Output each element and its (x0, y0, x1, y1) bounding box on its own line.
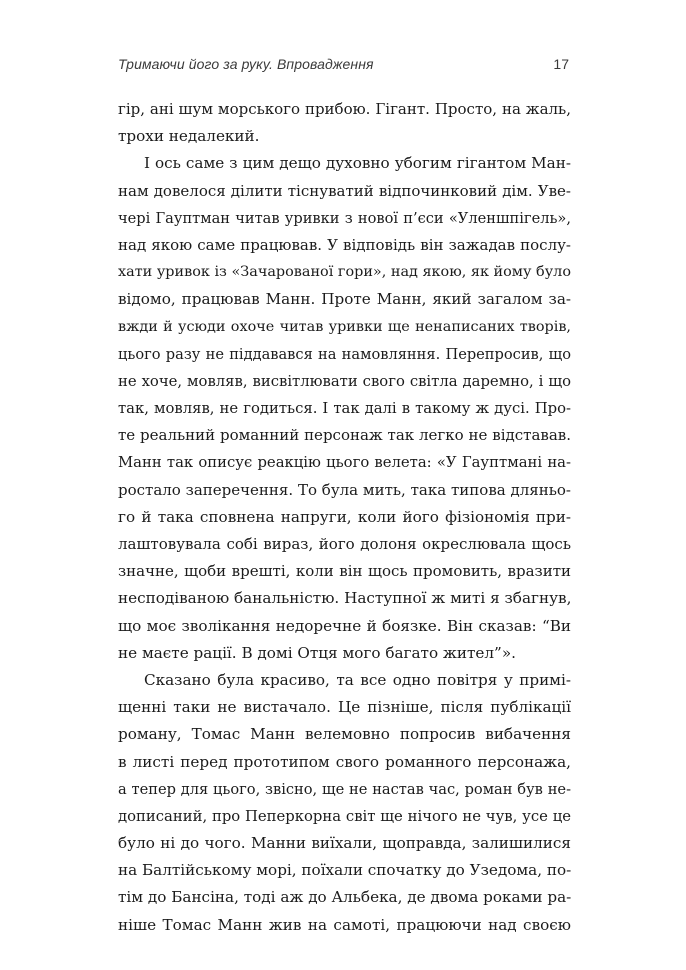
text-line: відомо, працював Манн. Проте Манн, який загалом за- (118, 290, 571, 309)
text-line: нам довелося ділити тіснуватий відпочинковий дім. Уве- (118, 181, 571, 200)
text-line: на Балтійському морі, поїхали спочатку до Узедома, по- (118, 861, 572, 880)
text-line: значне, щоби врешті, коли він щось промовить, вразити (118, 562, 571, 581)
text-line: ростало заперечення. То була мить, така типова дляньо- (118, 480, 571, 499)
text-line: а тепер для цього, звісно, ще не настав час, роман був не- (118, 780, 571, 798)
text-line: так, мовляв, не годиться. І так далі в такому ж дусі. Про- (118, 400, 571, 418)
text-line: було ні до чого. Манни виїхали, щоправда, залишилися (118, 834, 571, 853)
text-line: гір, ані шум морського прибою. Гігант. Просто, на жаль, (118, 100, 571, 118)
text-line: не хоче, мовляв, висвітлювати свого світла даремно, і що (118, 372, 571, 390)
text-line: несподіваною банальністю. Наступної ж миті я збагнув, (118, 589, 572, 608)
text-line: го й така сповнена напруги, коли його фізіономія при- (118, 507, 571, 526)
text-line: Манн так описує реакцію цього велета: «У Гауптмані на- (118, 454, 571, 472)
text-line: хати уривок із «Зачарованої гори», над якою, як йому було (118, 264, 571, 281)
text-line: що моє зволікання недоречне й боязке. Він сказав: “Ви (118, 616, 571, 635)
page-number: 17 (553, 56, 569, 72)
text-line: ніше Томас Манн жив на самоті, працюючи над своєю (118, 915, 571, 934)
text-line: цього разу не піддавався на намовляння. Перепросив, що (118, 345, 571, 363)
body-text (118, 96, 571, 939)
running-header (118, 56, 571, 76)
text-line: лаштовувала собі вираз, його долоня окреслювала щось (118, 535, 571, 553)
text-line: те реальний романний персонаж так легко не відставав. (118, 426, 571, 445)
text-line: І ось саме з цим дещо духовно убогим гігантом Ман- (144, 154, 571, 173)
text-line: роману, Томас Манн велемовно попросив вибачення (118, 725, 571, 744)
text-line: в листі перед прототипом свого романного персонажа, (118, 752, 571, 771)
text-line: вжди й усюди охоче читав уривки ще ненаписаних творів, (118, 318, 571, 335)
text-line: над якою саме працював. У відповідь він зажадав послу- (118, 235, 571, 254)
text-line: не маєте рації. В домі Отця мого багато жител”». (118, 643, 516, 662)
text-line: чері Гауптман читав уривки з нової п’єси «Уленшпігель», (118, 209, 571, 227)
text-line: Сказано була красиво, та все одно повітря у примі- (144, 670, 571, 689)
text-line: щенні таки не вистачало. Це пізніше, після публікації (118, 698, 571, 717)
text-line: трохи недалекий. (118, 127, 260, 146)
text-line: тім до Бансіна, тоді аж до Альбека, де двома роками ра- (118, 888, 572, 907)
running-title: Тримаючи його за руку. Впровадження (118, 56, 374, 72)
text-line: дописаний, про Пеперкорна світ ще нічого не чув, усе це (118, 807, 571, 825)
